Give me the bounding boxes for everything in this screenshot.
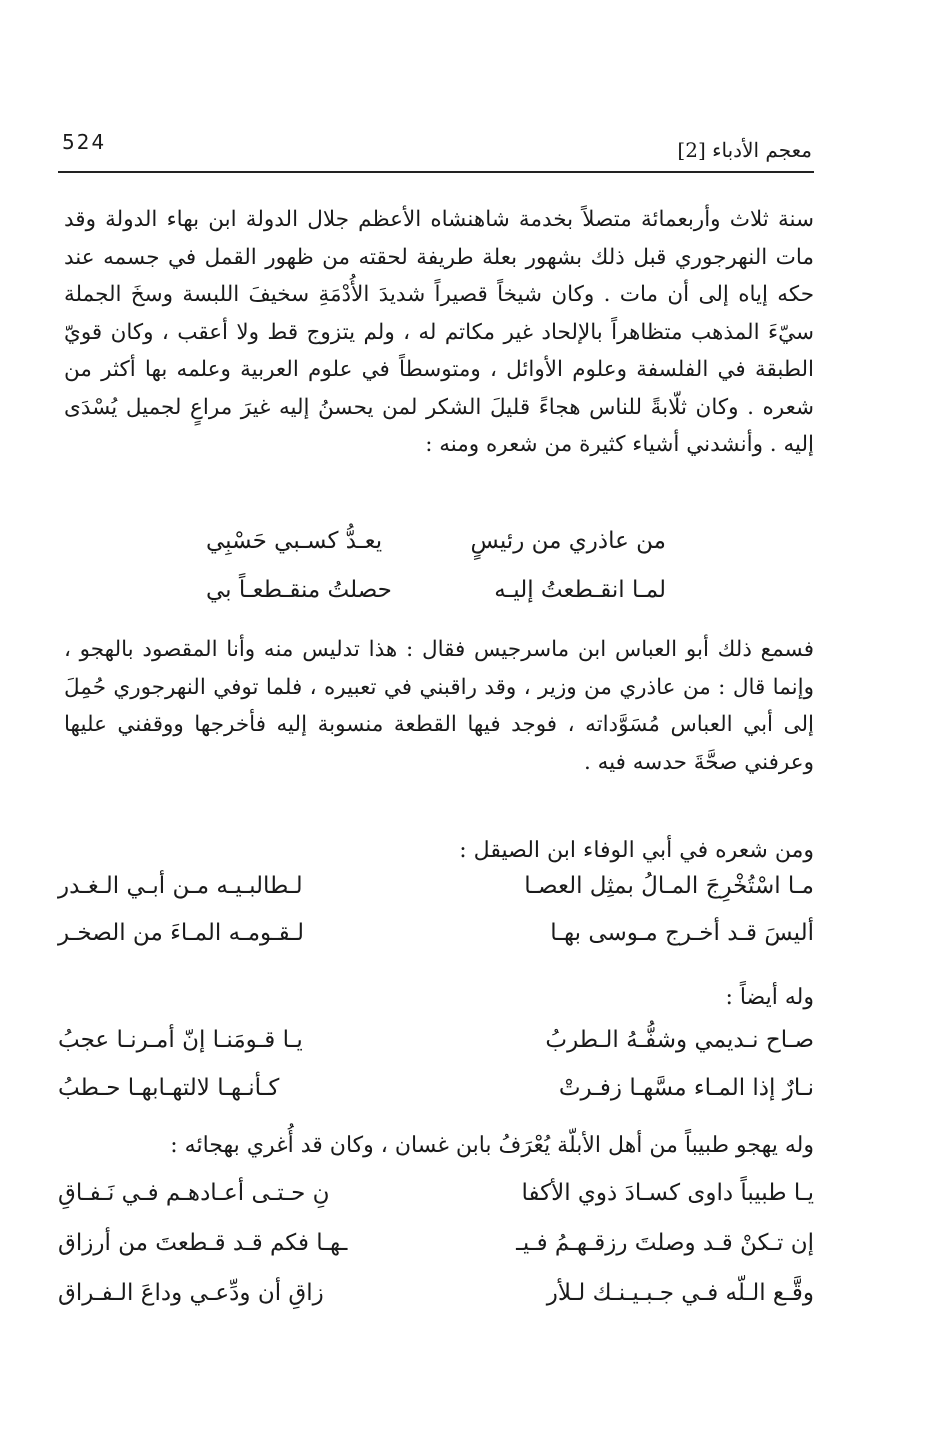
verse-second-hemistich: حصلتُ منقـطعـاً بي bbox=[206, 577, 392, 603]
verse-first-hemistich: مـا اسْتُخْرِجَ المـالُ بمثِل العصـا bbox=[524, 873, 814, 899]
verse-first-hemistich: وقَّـع الـلّه فـي جـبـيـنـك لـلأر bbox=[546, 1280, 814, 1306]
poem-3-verse-1 bbox=[58, 1027, 814, 1071]
page-number: 524 bbox=[62, 130, 107, 154]
poem-2-verse-2 bbox=[58, 920, 814, 964]
verse-first-hemistich: نـارٌ إذا المـاء مسَّهـا زفـرتْ bbox=[558, 1075, 814, 1101]
verse-first-hemistich: لمـا انقـطعتُ إليـه bbox=[494, 577, 666, 603]
verse-second-hemistich: زاقِ أن ودِّعـي وداعَ الـفـراق bbox=[58, 1280, 324, 1306]
poem-2-intro: ومن شعره في أبي الوفاء ابن الصيقل : bbox=[459, 838, 814, 863]
verse-first-hemistich: أليسَ قـد أخـرج مـوسى بهـا bbox=[550, 920, 814, 946]
running-header-title: معجم الأدباء [2] bbox=[677, 138, 812, 162]
header-rule bbox=[58, 171, 814, 173]
verse-second-hemistich: لـطالبـيـه مـن أبـي الـغـدر bbox=[58, 873, 303, 899]
verse-first-hemistich: يـا طبيباً داوى كسـادَ ذوي الأكفا bbox=[521, 1180, 814, 1206]
poem-4-intro: وله يهجو طبيباً من أهل الأبلّة يُعْرَفُ بابن غسان ، وكان قد أُغري بهجائه : bbox=[170, 1133, 814, 1158]
poem-2-verse-1 bbox=[58, 873, 814, 917]
paragraph-2: فسمع ذلك أبو العباس ابن ماسرجيس فقال : هذا تدليس منه وأنا المقصود بالهجو ، وإنما قال : من عاذري من وزير ، وقد راقبني في تعبيره ، فلما توفي النهرجوري حُمِلَ إلى أبي العباس مُسَوَّداته ، فوجد فيها القطعة منسوبة إليه فأخرجها ووقفني عليها وعرفني صحَّةَ حدسه فيه . bbox=[64, 637, 814, 775]
verse-first-hemistich: صـاح نـديمي وشفُّـهُ الـطربُ bbox=[545, 1027, 814, 1053]
verse-second-hemistich: يعـدُّ كسـبي حَسْبِي bbox=[206, 528, 383, 554]
poem-4-verse-2 bbox=[58, 1230, 814, 1274]
poem-1-verse-1 bbox=[58, 528, 814, 572]
verse-second-hemistich: كـأنـهـا لالتهـابهـا حـطبُ bbox=[58, 1075, 280, 1101]
poem-1-verse-2 bbox=[58, 577, 814, 621]
poem-4-verse-3 bbox=[58, 1280, 814, 1324]
verse-second-hemistich: لـقـومـه المـاءَ من الصخـر bbox=[58, 920, 305, 946]
poem-4-verse-1 bbox=[58, 1180, 814, 1224]
verse-first-hemistich: إن تـكنْ قـد وصلتَ رزقـهـمُ فـيـ bbox=[516, 1230, 814, 1256]
paragraph-1: سنة ثلاث وأربعمائة متصلاً بخدمة شاهنشاه الأعظم جلال الدولة ابن بهاء الدولة وقد مات النهرجوري قبل ذلك بشهور بعلة طريفة لحقته من ظهور القمل في جسمه عند حكه إياه إلى أن مات . وكان شيخاً قصيراً شديدَ الأُدْمَةِ سخيفَ اللبسة وسخَ الجملة سيّءَ المذهب متظاهراً بالإلحاد غير مكاتم له ، ولم يتزوج قط ولا أعقب ، وكان قويّ الطبقة في الفلسفة وعلوم الأوائل ، ومتوسطاً في علوم العربية وعلمه بها أكثر من شعره . وكان ثلّابةً للناس هجاءً قليلَ الشكر لمن يحسنُ إليه غيرَ مراعٍ لجميل يُسْدَى إليه . وأنشدني أشياء كثيرة من شعره ومنه : bbox=[64, 207, 814, 457]
verse-second-hemistich: ـهـا فكم قـد قـطعتَ من أرزاق bbox=[58, 1230, 348, 1256]
poem-3-intro: وله أيضاً : bbox=[725, 985, 814, 1010]
verse-first-hemistich: من عاذري من رئيسٍ bbox=[470, 528, 666, 554]
verse-second-hemistich: يـا قـومَنـا إنّ أمـرنـا عجبُ bbox=[58, 1027, 303, 1053]
verse-second-hemistich: نِ حـتـى أعـادهـم فـي نَـفـاقِ bbox=[58, 1180, 330, 1206]
poem-3-verse-2 bbox=[58, 1075, 814, 1119]
